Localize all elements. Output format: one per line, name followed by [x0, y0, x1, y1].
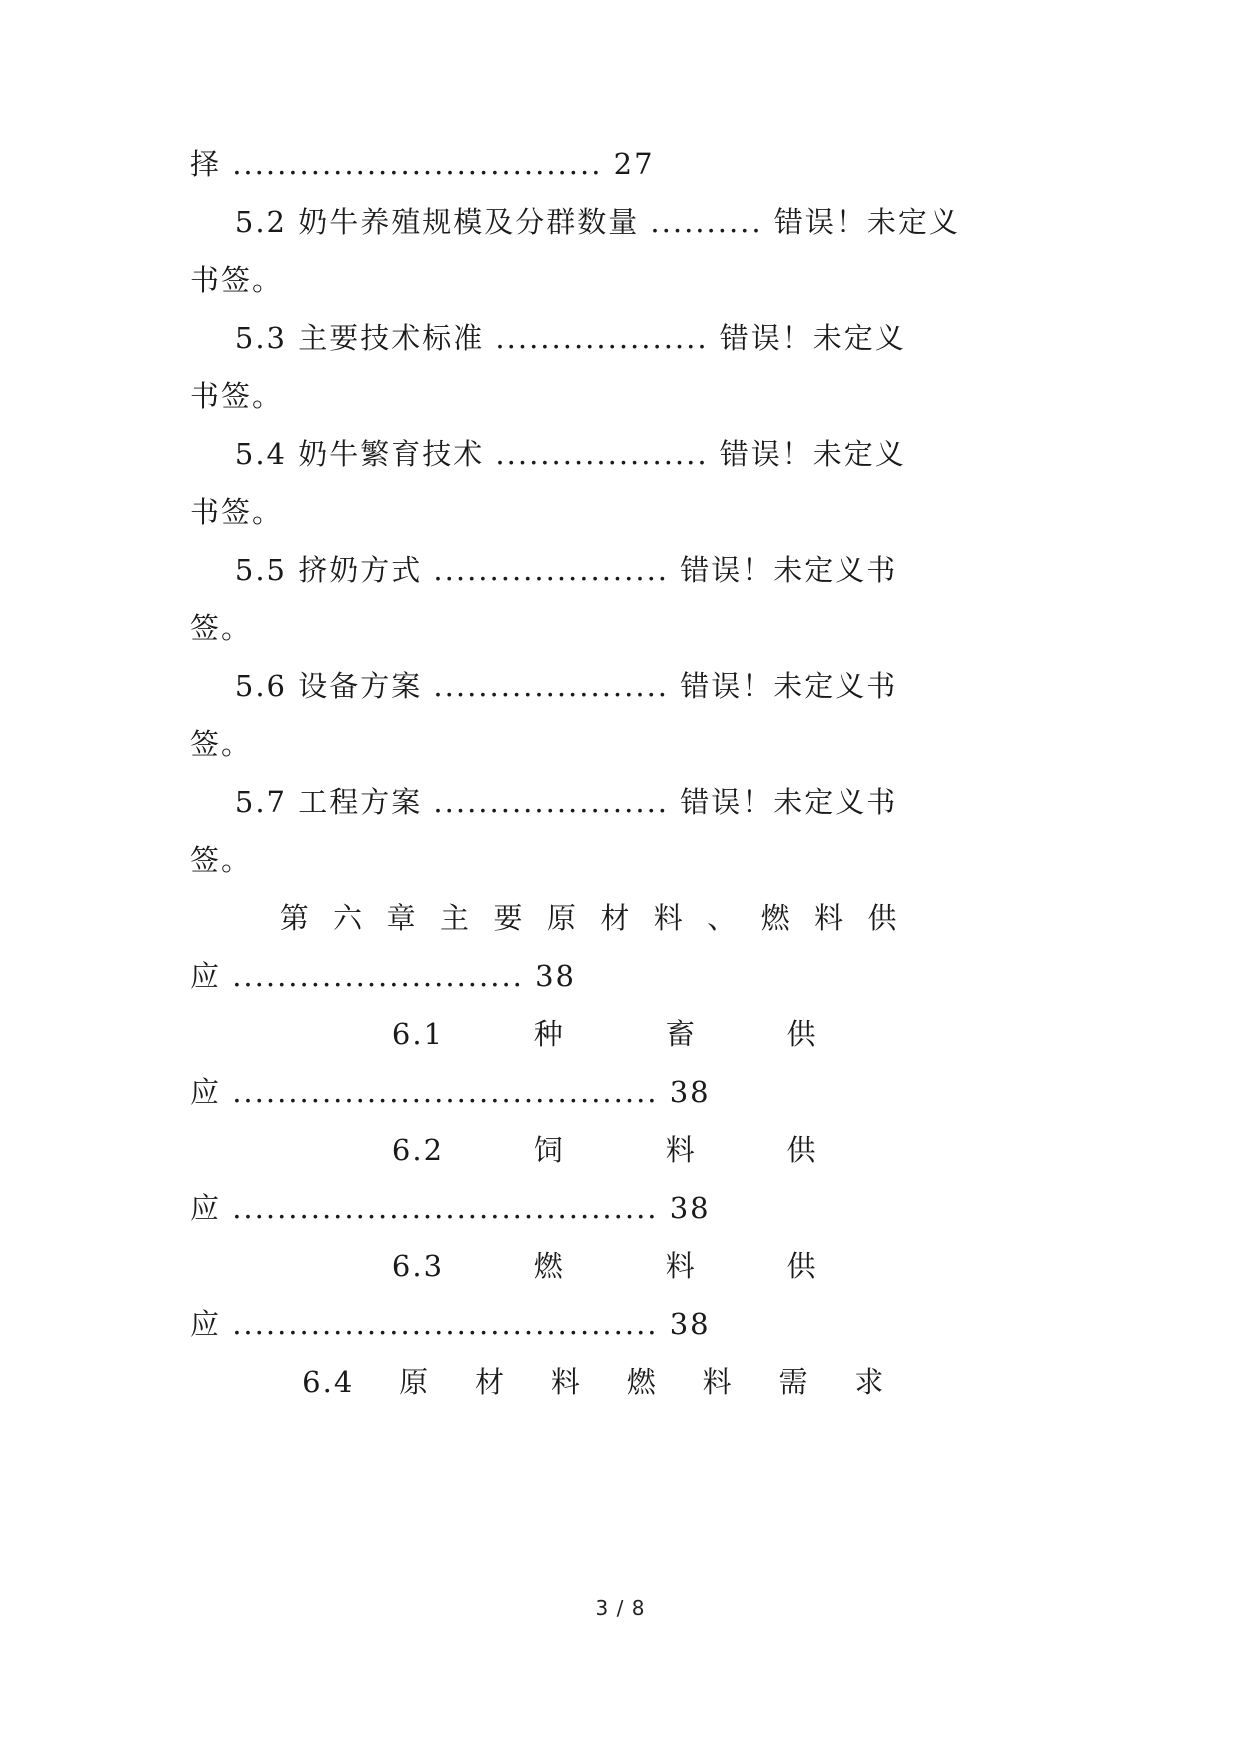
toc-line-14: 第 六 章 主 要 原 材 料 、 燃 料 供: [190, 901, 899, 935]
toc-line-21: 应 ...................................... 38: [190, 1307, 711, 1341]
toc-line-10: 5.6 设备方案 ..................... 错误！未定义书: [190, 669, 898, 703]
toc-line-18: 6.2 饲 料 供: [190, 1133, 818, 1167]
toc-line-22: 6.4 原 材 料 燃 料 需 求: [190, 1365, 886, 1399]
toc-line-13: 签。: [190, 843, 253, 877]
toc-line-16: 6.1 种 畜 供: [190, 1017, 818, 1051]
toc-line-1: 择 ................................. 27: [190, 147, 655, 181]
toc-line-12: 5.7 工程方案 ..................... 错误！未定义书: [190, 785, 898, 819]
toc-line-11: 签。: [190, 727, 253, 761]
toc-line-3: 书签。: [190, 263, 284, 297]
page-number: 3 / 8: [595, 1596, 646, 1620]
toc-line-17: 应 ...................................... 38: [190, 1075, 711, 1109]
toc-line-8: 5.5 挤奶方式 ..................... 错误！未定义书: [190, 553, 898, 587]
toc-line-15: 应 .......................... 38: [190, 959, 577, 993]
toc-line-5: 书签。: [190, 379, 284, 413]
toc-line-6: 5.4 奶牛繁育技术 ................... 错误！未定义: [190, 437, 906, 471]
toc-line-7: 书签。: [190, 495, 284, 529]
toc-line-4: 5.3 主要技术标准 ................... 错误！未定义: [190, 321, 906, 355]
toc-line-2: 5.2 奶牛养殖规模及分群数量 .......... 错误！未定义: [190, 205, 960, 239]
toc-line-9: 签。: [190, 611, 253, 645]
toc-line-20: 6.3 燃 料 供: [190, 1249, 818, 1283]
toc-line-19: 应 ...................................... 38: [190, 1191, 711, 1225]
